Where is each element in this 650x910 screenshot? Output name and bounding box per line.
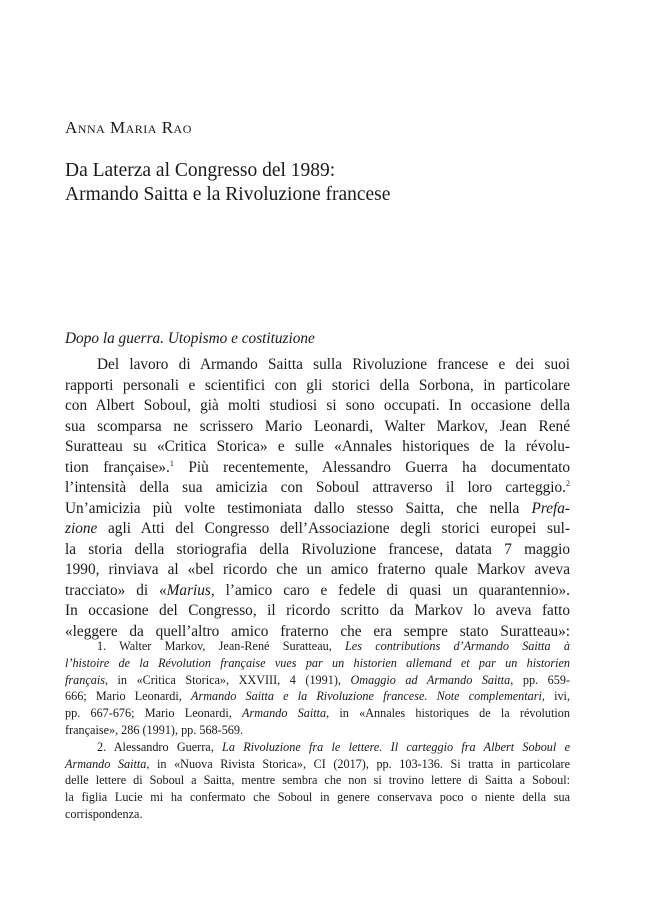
body-line [65, 519, 570, 540]
body-segment: agli Atti del Congresso dell’Associazione degli storici europei sul- [108, 520, 570, 537]
body-line: con Albert Soboul, già molti studiosi si sono occupati. In occasione della [65, 397, 570, 414]
body-line: In occasione del Congresso, il ricordo scritto da Markov lo aveva fatto [65, 602, 570, 619]
footnote-line: la figlia Lucie mi ha confermato che Soboul in genere conservava poco o niente della sua [65, 790, 570, 805]
footnote-italic: La Rivoluzione fra le lettere. Il carteggio fra Albert Soboul e [222, 739, 570, 754]
body-segment: tracciato» di « [65, 581, 167, 599]
footnote-segment: 666; Mario Leonardi, [65, 689, 191, 704]
body-text [65, 355, 570, 642]
author-name: Anna Maria Rao [65, 118, 192, 137]
section-heading: Dopo la guerra. Utopismo e costituzione [65, 330, 315, 347]
footnote-line [65, 739, 570, 756]
chapter-title [65, 159, 390, 207]
footnote-segment: , in «Critica Storica», XXVIII, 4 (1991), [104, 672, 351, 687]
footnote-line [65, 705, 570, 722]
body-italic: Prefa- [531, 499, 570, 517]
body-line [65, 458, 570, 479]
footnote-line [65, 688, 570, 705]
footnote-line [65, 756, 570, 773]
footnote-line [65, 655, 570, 672]
footnote-mark-1: 1 [169, 458, 174, 468]
body-segment: tion française». [65, 458, 170, 476]
body-line: «leggere da quell’altro amico fraterno che era sempre stato Suratteau»: [65, 622, 570, 640]
footnote-italic: Armando Saitta [65, 756, 147, 771]
footnote-segment: , pp. 659- [510, 672, 570, 687]
footnote-italic: Armando Saitta [242, 706, 327, 721]
body-line: la storia della storiografia della Rivoluzione francese, datata 7 maggio [65, 540, 570, 558]
footnote-segment: , in «Annales historiques de la révolution [326, 706, 570, 721]
footnote-italic: Armando Saitta e la Rivoluzione francese. Note complementari [191, 689, 542, 704]
footnote-segment: , ivi, [541, 689, 570, 704]
footnote-segment: pp. 667-676; Mario Leonardi, [65, 706, 243, 721]
body-line: Del lavoro di Armando Saitta sulla Rivoluzione francese e dei suoi [97, 356, 570, 373]
footnote-italic: Omaggio ad Armando Saitta [350, 672, 511, 687]
body-line: sua scomparsa ne scrissero Mario Leonardi, Walter Markov, Jean René [65, 417, 570, 435]
footnote-line [65, 672, 570, 689]
footnote-italic: Les contributions d’Armando Saitta à [345, 639, 570, 653]
body-segment: , l’amico caro e fedele di quasi un quarantennio». [210, 581, 570, 599]
title-line-1: Da Laterza al Congresso del 1989: [65, 160, 336, 181]
body-segment: Un’amicizia più volte testimoniata dallo stesso Saitta, che nella [65, 499, 520, 517]
footnote-segment: , in «Nuova Rivista Storica», CI (2017), pp. 103-136. Si tratta in particolare [146, 756, 571, 771]
body-line [65, 478, 570, 499]
footnote-segment: 1. Walter Markov, Jean-René Suratteau, [97, 639, 346, 653]
body-italic: Marius [166, 581, 211, 599]
body-line: rapporti personali e scientifici con gli storici della Sorbona, in particolare [65, 376, 570, 394]
body-line: 1990, rinviava al «bel ricordo che un amico fraterno quale Markov aveva [65, 561, 570, 578]
footnote-line: corrispondenza. [65, 806, 143, 821]
body-segment: l’intensità della sua amicizia con Soboul attraverso il loro carteggio. [65, 479, 566, 496]
footnote-line [65, 638, 570, 655]
footnotes [65, 638, 570, 823]
footnote-line: delle lettere di Soboul a Saitta, mentre sembra che non si trovino lettere di Saitta a Soboul: [65, 773, 570, 788]
title-line-2: Armando Saitta e la Rivoluzione francese [65, 184, 391, 205]
body-line: Suratteau su «Critica Storica» e sulle «Annales historiques de la révolu- [65, 438, 570, 455]
body-line [65, 581, 570, 602]
footnote-italic: français [65, 672, 105, 687]
footnote-line: française», 286 (1991), pp. 568-569. [65, 722, 244, 737]
body-line [65, 499, 570, 520]
footnote-italic: l’histoire de la Révolution française vues par un historien allemand et par un historien [65, 655, 570, 670]
body-italic: zione [65, 520, 98, 537]
footnote-mark-2: 2 [566, 479, 570, 488]
footnote-segment: 2. Alessandro Guerra, [97, 739, 223, 754]
body-segment: Più recentemente, Alessandro Guerra ha documentato [188, 458, 571, 476]
